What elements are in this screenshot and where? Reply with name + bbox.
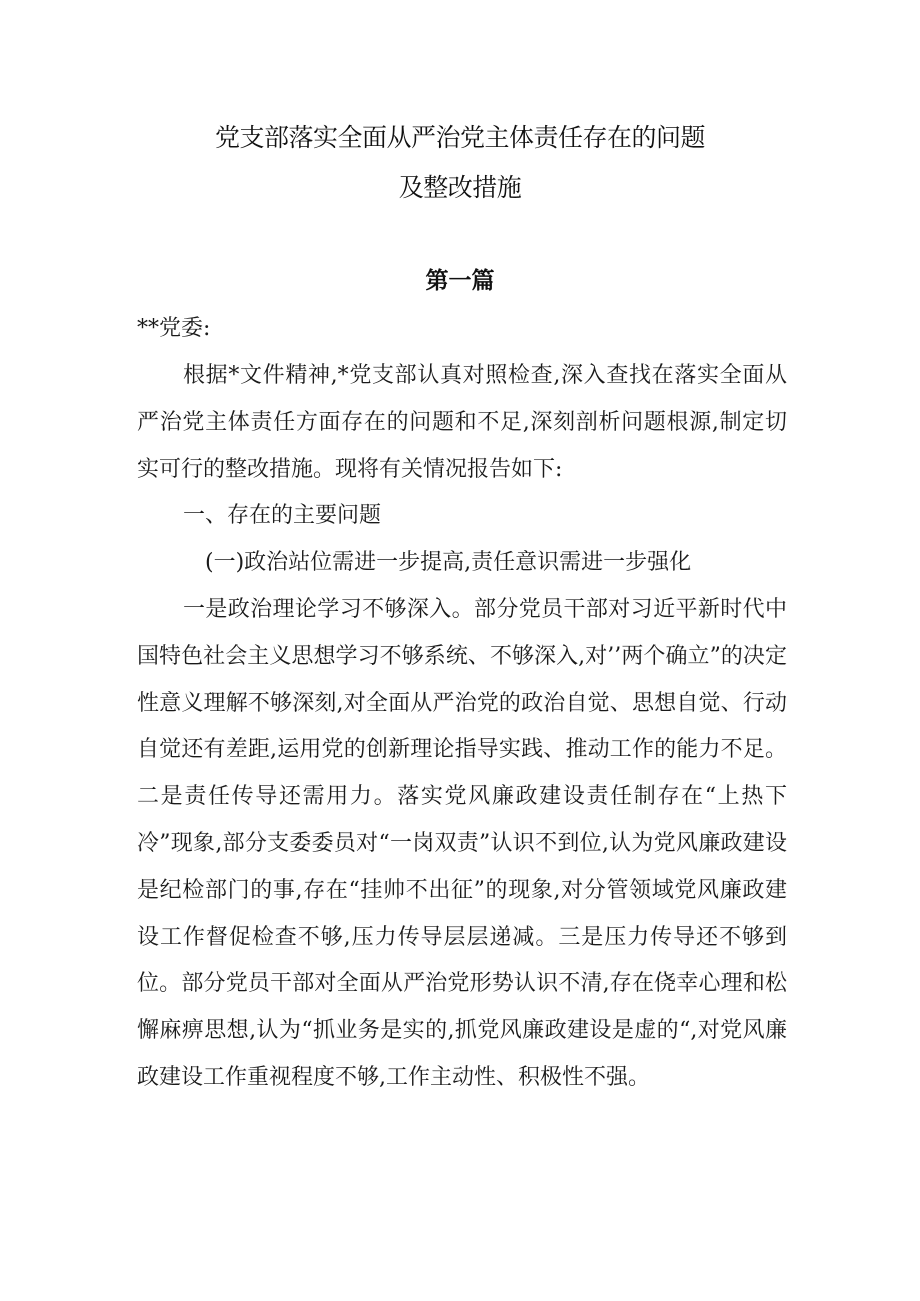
intro-paragraph: 根据*文件精神,*党支部认真对照检查,深入查找在落实全面从严治党主体责任方面存在的问题和不足,深刻剖析问题根源,制定切实可行的整改措施。现将有关情况报告如下: bbox=[137, 363, 787, 482]
section-heading: 一、存在的主要问题 bbox=[183, 503, 382, 528]
subsection-heading: (一)政治站位需进一步提高,责任意识需进一步强化 bbox=[205, 550, 692, 575]
salutation: **党委: bbox=[137, 316, 211, 341]
chapter-heading: 第一篇 bbox=[425, 268, 495, 294]
document-title-line-1: 党支部落实全面从严治党主体责任存在的问题 bbox=[214, 123, 705, 152]
document-title-line-2: 及整改措施 bbox=[398, 173, 522, 202]
main-paragraph: 一是政治理论学习不够深入。部分党员干部对习近平新时代中国特色社会主义思想学习不够系统、不够深入,对’’两个确立”的决定性意义理解不够深刻,对全面从严治党的政治自觉、思想自觉、行动自觉还有差距,运用党的创新理论指导实践、推动工作的能力不足。二是责任传导还需用力。落实党风廉政建设责任制存在“上热下冷”现象,部分支委委员对“一岗双责”认识不到位,认为党风廉政建设是纪检部门的事,存在“挂帅不出征”的现象,对分管领域党风廉政建设工作督促检查不够,压力传导层层递减。三是压力传导还不够到位。部分党员干部对全面从严治党形势认识不清,存在侥幸心理和松懈麻痹思想,认为“抓业务是实的,抓党风廉政建设是虚的“,对党风廉政建设工作重视程度不够,工作主动性、积极性不强。 bbox=[137, 597, 787, 1090]
